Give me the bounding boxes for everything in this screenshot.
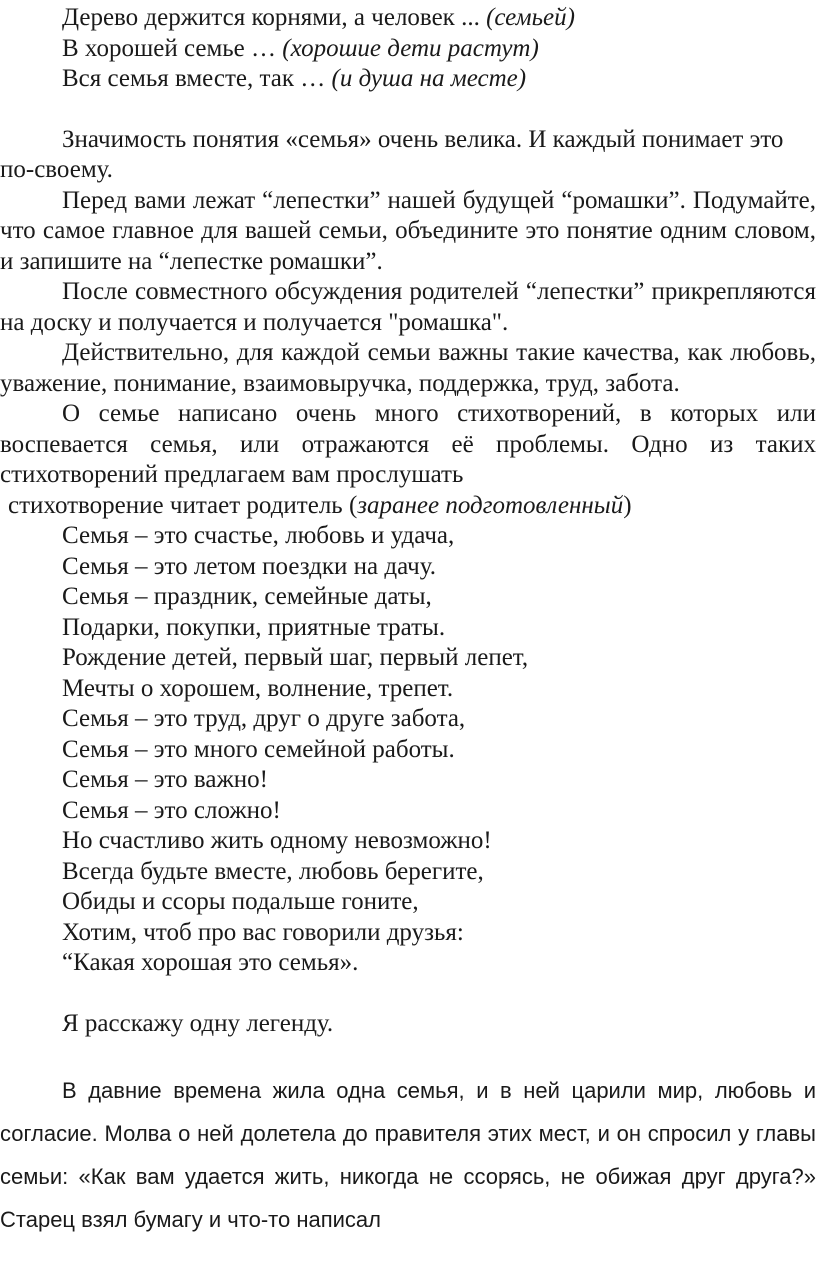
legend-paragraph: В давние времена жила одна семья, и в ней царили мир, любовь и согласие. Молва о ней долетела до правителя этих мест, и он спросил у главы семьи: «Как вам удается жить, никогда не ссорясь, не обижая друг друга?» Старец взял бумагу и что-то написал [0,1078,816,1232]
poem-line: Семья – это счастье, любовь и удача, [62,522,455,549]
poem [0,521,816,979]
reader-note-prefix: стихотворение читает родитель ( [8,491,358,519]
reader-note [0,491,816,522]
poem-line: Мечты о хорошем, волнение, трепет. [62,674,454,702]
proverb-text: Дерево держится корнями, а человек ... [62,4,487,31]
paragraph-discussion: После совместного обсуждения родителей “лепестки” прикрепляются на доску и получается и получается "ромашка". [0,278,816,336]
paragraph-poems: О семье написано очень много стихотворений, в которых или воспевается семья, или отражаются её проблемы. Одно из таких стихотворений предлагаем вам прослушать [0,400,816,488]
proverb-answer: (хорошие дети растут) [282,34,539,62]
proverb-line [0,3,816,34]
sans-section [0,1069,816,1241]
poem-line: Семья – это труд, друг о друге забота, [62,705,466,732]
poem-line: Семья – это важно! [62,766,268,793]
blank-line [0,979,816,1009]
poem-line: Обиды и ссоры подальше гоните, [62,888,419,915]
proverb-line [0,64,816,95]
poem-line: Хотим, чтоб про вас говорили друзья: [62,918,464,946]
poem-line: Подарки, покупки, приятные траты. [62,613,446,641]
paragraph-petals: Перед вами лежат “лепестки” нашей будущей “ромашки”. Подумайте, что самое главное для вашей семьи, объедините это понятие одним словом, и запишите на “лепестке ромашки”. [0,186,816,275]
proverb-text: В хорошей семье … [62,34,283,62]
blank-line [0,95,816,125]
proverb-line [0,34,816,65]
poem-line: Семья – это много семейной работы. [62,735,455,763]
proverb-answer: (семьей) [486,4,575,31]
reader-note-italic: заранее подготовленный [357,491,624,519]
proverb-answer: (и душа на месте) [331,65,527,92]
poem-line: Семья – это сложно! [62,796,281,824]
poem-line: Всегда будьте вместе, любовь берегите, [62,857,484,885]
proverb-text: Вся семья вместе, так … [62,65,332,92]
poem-line: “Какая хорошая это семья». [62,949,359,976]
poem-line: Но счастливо жить одному невозможно! [62,827,492,854]
paragraph-qualities: Действительно, для каждой семьи важны такие качества, как любовь, уважение, понимание, взаимовыручка, поддержка, труд, забота. [0,339,816,397]
paragraph-importance: Значимость понятия «семья» очень велика. И каждый понимает это по-своему. [0,125,784,183]
poem-line: Семья – праздник, семейные даты, [62,583,432,610]
poem-line: Рождение детей, первый шаг, первый лепет, [62,644,529,671]
legend-intro: Я расскажу одну легенду. [62,1009,334,1037]
reader-note-suffix: ) [623,491,632,519]
poem-line: Семья – это летом поездки на дачу. [62,552,436,580]
